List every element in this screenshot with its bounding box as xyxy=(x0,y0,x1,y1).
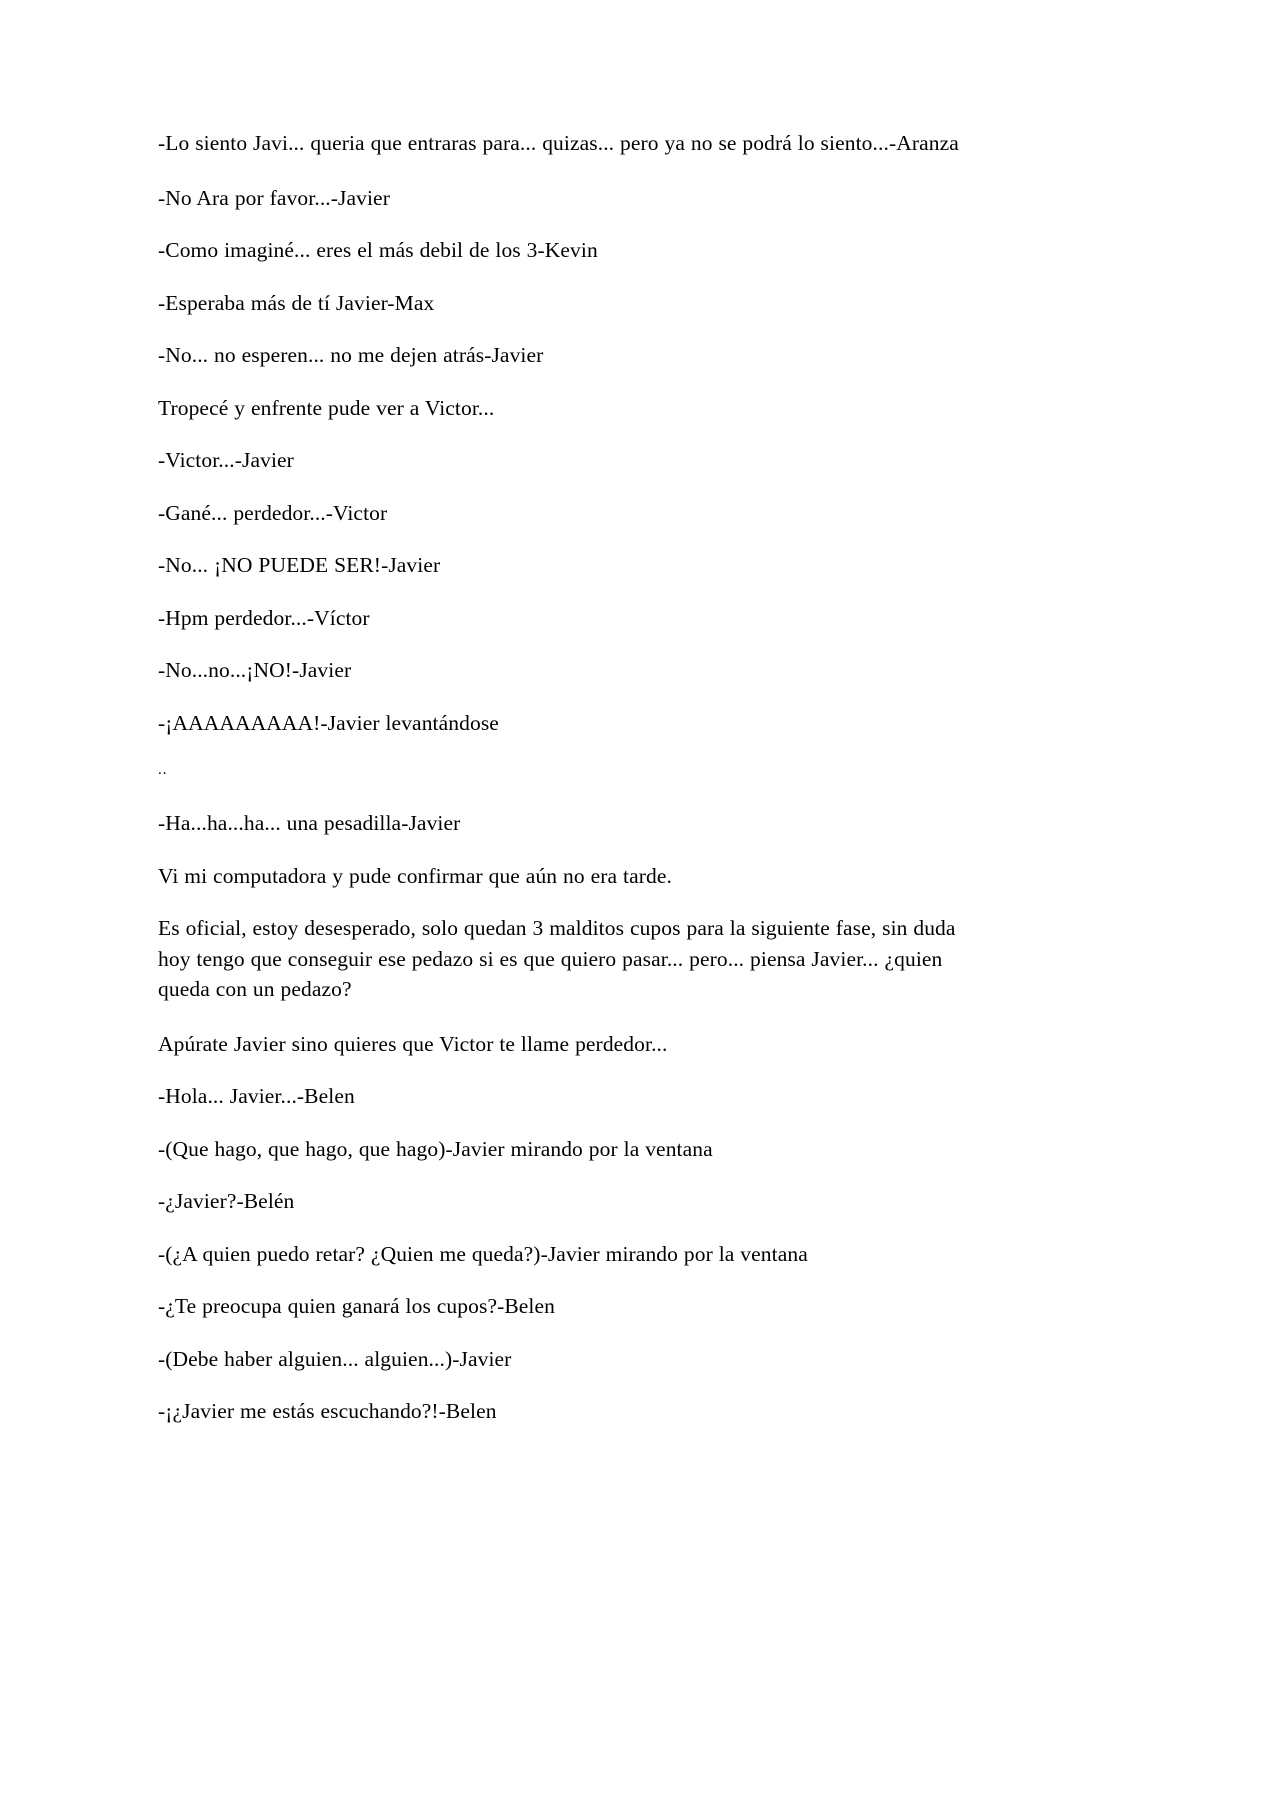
paragraph: -No... ¡NO PUEDE SER!-Javier xyxy=(158,553,441,577)
paragraph: -¡AAAAAAAAA!-Javier levantándose xyxy=(158,710,499,735)
paragraph: -Hola... Javier...-Belen xyxy=(158,1084,355,1108)
paragraph: -Esperaba más de tí Javier-Max xyxy=(158,290,435,315)
paragraph: -No...no...¡NO!-Javier xyxy=(158,658,352,682)
paragraph: -No... no esperen... no me dejen atrás-Javier xyxy=(158,343,544,367)
paragraph: -Como imaginé... eres el más debil de los 3-Kevin xyxy=(158,238,598,262)
paragraph: Vi mi computadora y pude confirmar que aún no era tarde. xyxy=(158,863,672,888)
paragraph: -¿Javier?-Belén xyxy=(158,1189,295,1213)
paragraph: -Lo siento Javi... queria que entraras para... quizas... pero ya no se podrá lo siento...-Aranza xyxy=(158,131,959,155)
paragraph: -No Ara por favor...-Javier xyxy=(158,185,390,210)
paragraph: -¡¿Javier me estás escuchando?!-Belen xyxy=(158,1399,497,1423)
document-body xyxy=(158,128,960,1427)
paragraph: -Ha...ha...ha... una pesadilla-Javier xyxy=(158,811,461,835)
paragraph: -(¿A quien puedo retar? ¿Quien me queda?)-Javier mirando por la ventana xyxy=(158,1241,808,1266)
paragraph: Es oficial, estoy desesperado, solo quedan 3 malditos cupos para la siguiente fase, sin duda hoy tengo que conseguir ese pedazo si es que quiero pasar... pero... piensa Javier... ¿quien queda con un pedazo? xyxy=(158,916,962,1001)
paragraph: Apúrate Javier sino quieres que Victor te llame perdedor... xyxy=(158,1031,668,1056)
paragraph: -Gané... perdedor...-Victor xyxy=(158,500,388,525)
paragraph: -¿Te preocupa quien ganará los cupos?-Belen xyxy=(158,1294,555,1318)
paragraph-ellipsis: .. xyxy=(158,762,168,778)
paragraph: -Hpm perdedor...-Víctor xyxy=(158,605,370,630)
paragraph: -(Debe haber alguien... alguien...)-Javier xyxy=(158,1346,512,1371)
paragraph: -Victor...-Javier xyxy=(158,448,294,472)
paragraph: Tropecé y enfrente pude ver a Victor... xyxy=(158,395,495,420)
paragraph: -(Que hago, que hago, que hago)-Javier mirando por la ventana xyxy=(158,1136,713,1161)
